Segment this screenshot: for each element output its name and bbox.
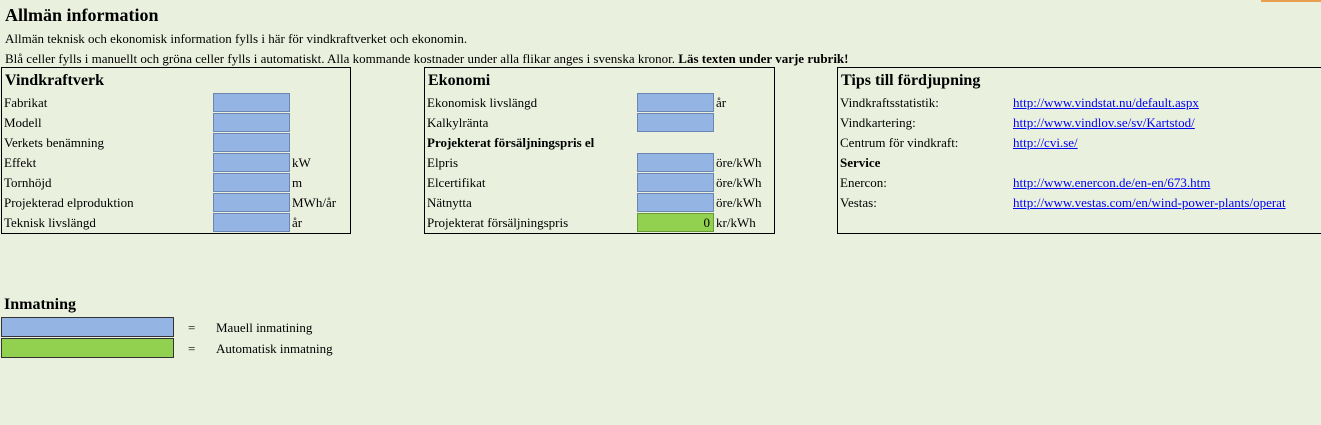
tips-label: Vindkraftsstatistik: xyxy=(840,95,939,110)
legend-green-swatch xyxy=(1,338,174,358)
elpris-input[interactable] xyxy=(637,153,714,172)
row-forsaljningspris-heading xyxy=(425,133,774,153)
inmatning-title: Inmatning xyxy=(4,296,77,313)
unit-label: år xyxy=(292,215,303,230)
row-kalkylranta xyxy=(425,113,774,133)
row-livslangd xyxy=(2,213,350,233)
tips-row-service xyxy=(838,153,1321,173)
kalkylranta-input[interactable] xyxy=(637,113,714,132)
tips-row-vindlov xyxy=(838,113,1321,133)
legend-eq: = xyxy=(188,341,196,356)
ekonomi-title: Ekonomi xyxy=(428,72,491,89)
row-elpris xyxy=(425,153,774,173)
legend-manual-label: Mauell inmatining xyxy=(216,320,313,335)
legend-eq: = xyxy=(188,320,196,335)
row-benamning xyxy=(2,133,350,153)
ekonomisk-livslangd-input[interactable] xyxy=(637,93,714,112)
tornhojd-input[interactable] xyxy=(213,173,290,192)
row-label: Elpris xyxy=(427,155,459,170)
page-title: Allmän information xyxy=(5,5,159,25)
cvi-link[interactable]: http://cvi.se/ xyxy=(1013,135,1078,150)
row-effekt xyxy=(2,153,350,173)
row-label: Verkets benämning xyxy=(4,135,105,150)
forsaljningspris-computed-cell: 0 xyxy=(637,213,714,232)
row-fabrikat xyxy=(2,93,350,113)
service-subheading: Service xyxy=(840,155,881,170)
row-elproduktion xyxy=(2,193,350,213)
row-label: Kalkylränta xyxy=(427,115,489,130)
ekonomi-panel xyxy=(424,67,775,234)
elproduktion-input[interactable] xyxy=(213,193,290,212)
row-forsaljningspris xyxy=(425,213,774,233)
row-label: Fabrikat xyxy=(4,95,48,110)
tips-panel xyxy=(837,67,1321,234)
benamning-input[interactable] xyxy=(213,133,290,152)
instructions-text xyxy=(5,51,849,67)
row-tornhojd xyxy=(2,173,350,193)
row-label: Teknisk livslängd xyxy=(4,215,96,230)
vindstat-link[interactable]: http://www.vindstat.nu/default.aspx xyxy=(1013,95,1199,110)
teknisk-livslangd-input[interactable] xyxy=(213,213,290,232)
vindkraftverk-panel xyxy=(1,67,351,234)
legend-blue-swatch xyxy=(1,317,174,337)
modell-input[interactable] xyxy=(213,113,290,132)
unit-label: år xyxy=(716,95,727,110)
row-label: Ekonomisk livslängd xyxy=(427,95,538,110)
intro-text: Allmän teknisk och ekonomisk information fylls i här för vindkraftverket och ekonomin. xyxy=(5,31,468,46)
natnytta-input[interactable] xyxy=(637,193,714,212)
section-subheading: Projekterat försäljningspris el xyxy=(427,135,595,150)
vindlov-link[interactable]: http://www.vindlov.se/sv/Kartstod/ xyxy=(1013,115,1195,130)
tips-row-enercon xyxy=(838,173,1321,193)
instructions-bold: Läs texten under varje rubrik! xyxy=(678,51,849,66)
row-label: Elcertifikat xyxy=(427,175,486,190)
effekt-input[interactable] xyxy=(213,153,290,172)
row-label: Nätnytta xyxy=(427,195,472,210)
row-label: Effekt xyxy=(4,155,37,170)
row-label: Tornhöjd xyxy=(4,175,52,190)
unit-label: m xyxy=(292,175,303,190)
instructions-regular: Blå celler fylls i manuellt och gröna celler fylls i automatiskt. Alla kommande kostnader under alla flikar anges i svenska kronor. xyxy=(5,51,676,66)
vindkraftverk-title: Vindkraftverk xyxy=(5,72,104,89)
unit-label: MWh/år xyxy=(292,195,337,210)
enercon-link[interactable]: http://www.enercon.de/en-en/673.htm xyxy=(1013,175,1211,190)
vestas-link[interactable]: http://www.vestas.com/en/wind-power-plants/operat xyxy=(1013,195,1286,210)
row-modell xyxy=(2,113,350,133)
row-label: Projekterat försäljningspris xyxy=(427,215,569,230)
row-elcertifikat xyxy=(425,173,774,193)
tips-row-vestas xyxy=(838,193,1321,213)
unit-label: öre/kWh xyxy=(716,175,762,190)
header-accent-bar xyxy=(1261,0,1321,2)
unit-label: kr/kWh xyxy=(716,215,756,230)
tips-row-vindstat xyxy=(838,93,1321,113)
unit-label: öre/kWh xyxy=(716,155,762,170)
row-label: Projekterad elproduktion xyxy=(4,195,134,210)
tips-label: Centrum för vindkraft: xyxy=(840,135,959,150)
unit-label: öre/kWh xyxy=(716,195,762,210)
tips-label: Vindkartering: xyxy=(840,115,916,130)
row-natnytta xyxy=(425,193,774,213)
legend-auto-label: Automatisk inmatning xyxy=(216,341,333,356)
tips-title: Tips till fördjupning xyxy=(841,72,981,89)
tips-label: Enercon: xyxy=(840,175,887,190)
tips-label: Vestas: xyxy=(840,195,877,210)
unit-label: kW xyxy=(292,155,311,170)
elcertifikat-input[interactable] xyxy=(637,173,714,192)
tips-row-cvi xyxy=(838,133,1321,153)
row-ekonomisk-livslangd xyxy=(425,93,774,113)
fabrikat-input[interactable] xyxy=(213,93,290,112)
row-label: Modell xyxy=(4,115,42,130)
